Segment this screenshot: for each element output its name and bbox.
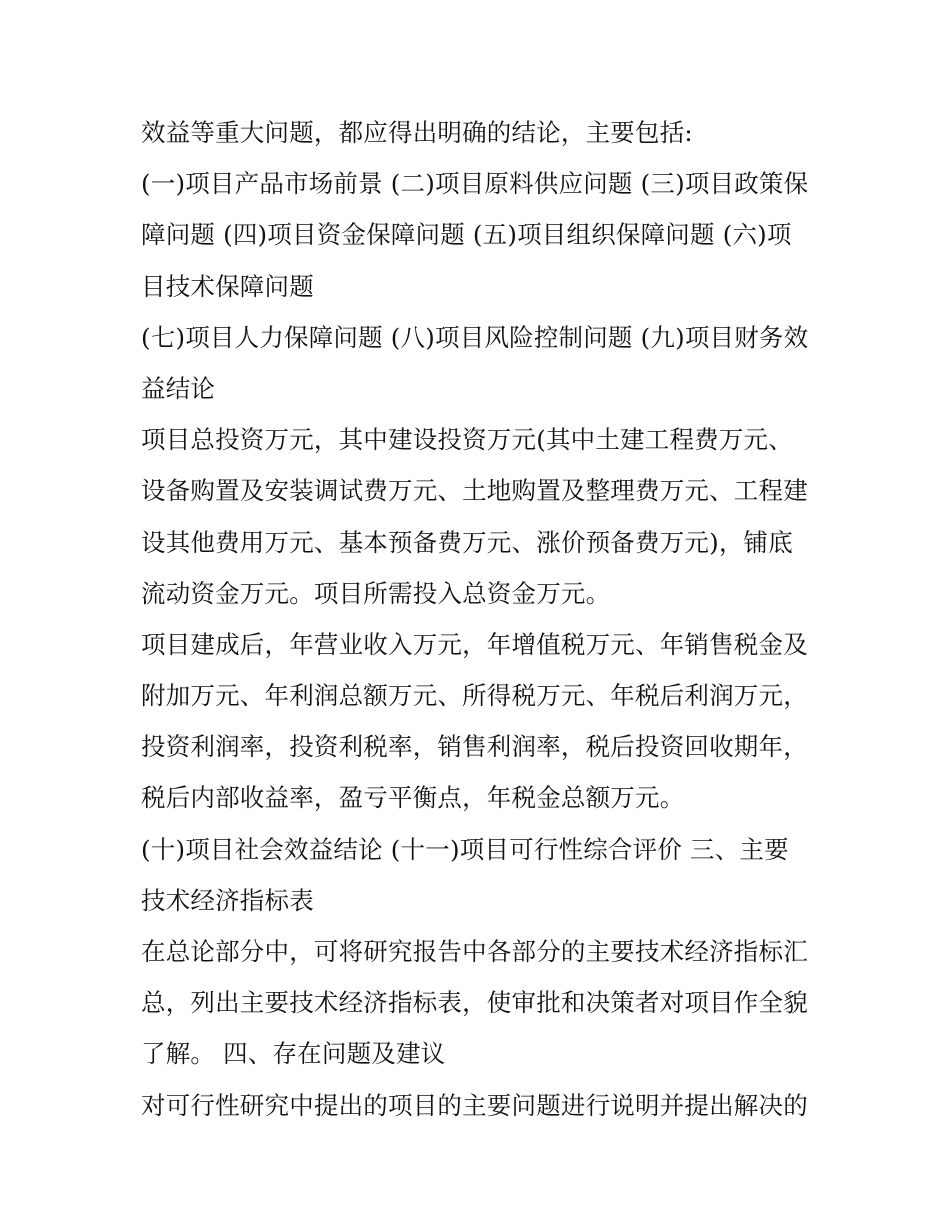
text-line: 税后内部收益率，盈亏平衡点，年税金总额万元。 [141, 783, 685, 813]
text-line: 对可行性研究中提出的项目的主要问题进行说明并提出解决的 [141, 1090, 808, 1120]
text-line: 总，列出主要技术经济指标表，使审批和决策者对项目作全貌 [141, 988, 808, 1018]
text-line: (一)项目产品市场前景 (二)项目原料供应问题 (三)项目政策保 [141, 169, 809, 199]
text-line: 技术经济指标表 [141, 885, 314, 915]
text-line: 在总论部分中，可将研究报告中各部分的主要技术经济指标汇 [141, 937, 808, 966]
text-line: 项目总投资万元，其中建设投资万元(其中土建工程费万元、 [141, 425, 793, 455]
document-body [141, 107, 821, 1131]
text-line: 障问题 (四)项目资金保障问题 (五)项目组织保障问题 (六)项 [141, 220, 792, 250]
text-line: 目技术保障问题 [141, 271, 314, 301]
text-line: 效益等重大问题，都应得出明确的结论，主要包括: [141, 118, 693, 147]
text-line: 益结论 [141, 373, 216, 403]
text-line: 设其他费用万元、基本预备费万元、涨价预备费万元)，铺底 [141, 527, 793, 557]
text-line: 项目建成后，年营业收入万元，年增值税万元、年销售税金及 [141, 629, 808, 659]
text-line: 投资利润率，投资利税率，销售利润率，税后投资回收期年， [141, 732, 808, 762]
text-line: (十)项目社会效益结论 (十一)项目可行性综合评价 三、主要 [141, 834, 789, 864]
text-line: 设备购置及安装调试费万元、土地购置及整理费万元、工程建 [141, 476, 808, 506]
text-line: 了解。 四、存在问题及建议 [141, 1039, 446, 1069]
text-line: 附加万元、年利润总额万元、所得税万元、年税后利润万元， [141, 681, 808, 711]
text-line: (七)项目人力保障问题 (八)项目风险控制问题 (九)项目财务效 [141, 322, 809, 352]
text-line: 流动资金万元。项目所需投入总资金万元。 [141, 578, 611, 608]
